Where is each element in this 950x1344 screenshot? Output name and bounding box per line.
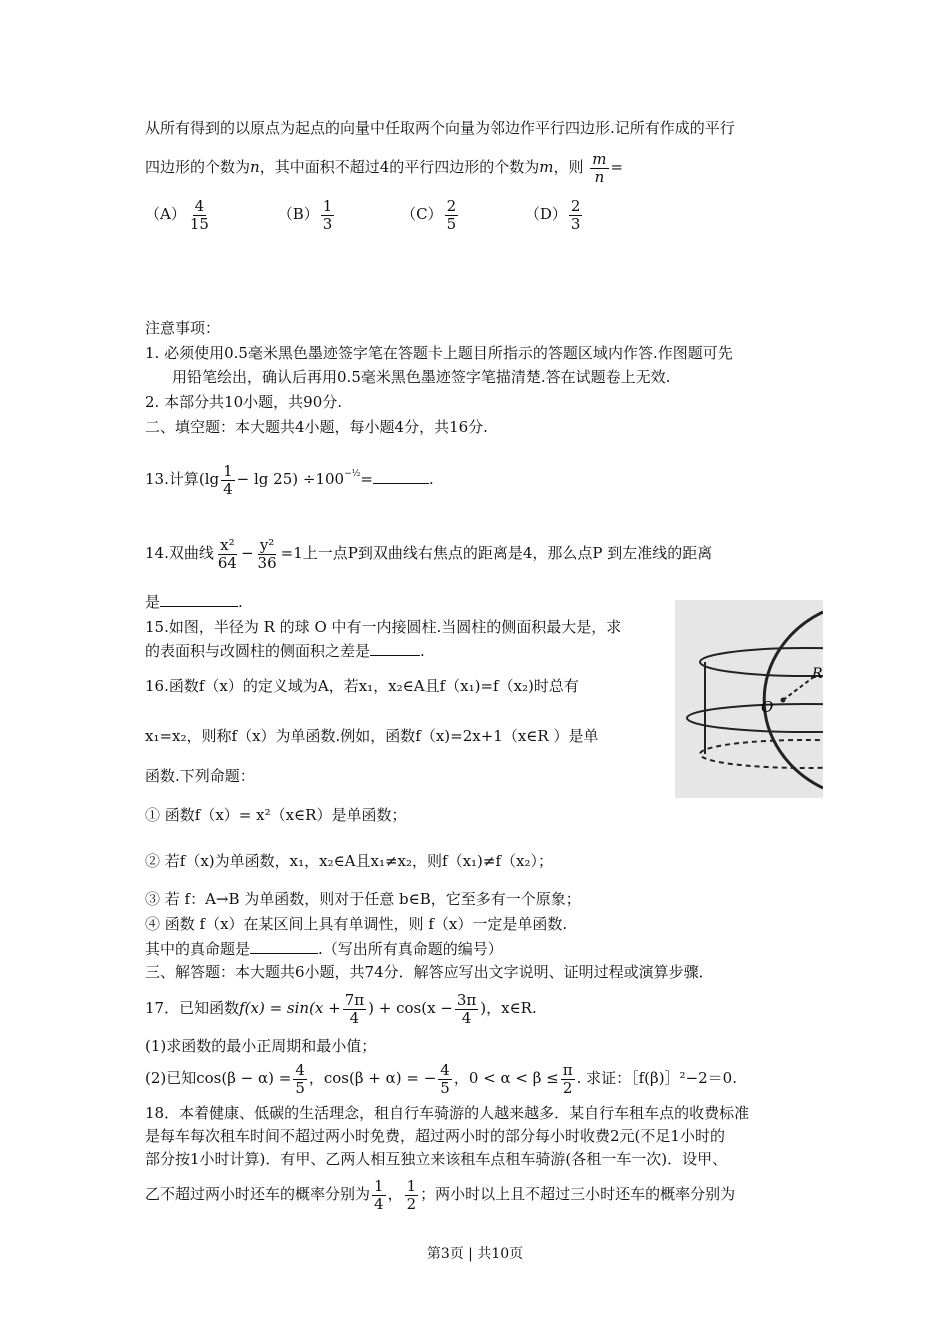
q13: 13.计算(lg $\frac{1}{4}$ − $\lg 25) \div 100^{-\frac{1}{2}}=$ .: [145, 462, 434, 498]
q12-line2: 四边形的个数为n，其中面积不超过4的平行四边形的个数为m，则 $\frac{m}{n}$ =: [145, 150, 624, 186]
q14-answer-blank: [160, 592, 238, 607]
notes-title: 注意事项：: [145, 319, 221, 337]
q17: 17．已知函数f(x) = sin(x + $\frac{7\pi}{4}$ ) + cos(x − $\frac{3\pi}{4}$ )，x∈R.: [145, 991, 537, 1027]
q12-option-a: （A） $\frac{4}{15}$: [145, 197, 209, 233]
q16-line3: 函数.下列命题：: [145, 767, 255, 785]
q15-line1: 15.如图，半径为 R 的球 O 中有一内接圆柱.当圆柱的侧面积最大是，求: [145, 618, 622, 636]
q17-part1: (1)求函数的最小正周期和最小值；: [145, 1037, 377, 1055]
q14-line2: 是 .: [145, 593, 243, 611]
q18-line1: 18．本着健康、低碳的生活理念，租自行车骑游的人越来越多．某自行车租车点的收费标准: [145, 1104, 750, 1122]
q16-item-4: ④ 函数 f（x）在某区间上具有单调性，则 f（x）一定是单函数.: [145, 915, 568, 933]
q12-option-d: （D） $\frac{2}{3}$: [524, 197, 581, 233]
sphere-cylinder-figure: [675, 600, 823, 798]
q12-option-b: （B） $\frac{1}{3}$: [277, 197, 333, 233]
q12-options: [145, 194, 644, 234]
q18-line4: 乙不超过两小时还车的概率分别为 $\frac{1}{4}$ ， $\frac{1}{2}$ ；两小时以上且不超过三小时还车的概率分别为: [145, 1177, 736, 1213]
q18-line2: 是每车每次租车时间不超过两小时免费，超过两小时的部分每小时收费2元(不足1小时的: [145, 1127, 725, 1145]
q15-line2: 的表面积与改圆柱的侧面积之差是 .: [145, 642, 425, 660]
page-footer: 第3页 | 共10页: [426, 1246, 524, 1262]
q16-item-1: ① 函数f（x）= x²（x∈R）是单函数；: [145, 806, 407, 824]
notes-item1: 1. 必须使用0.5毫米黑色墨迹签字笔在答题卡上题目所指示的答题区域内作答.作图题可先: [145, 344, 733, 362]
q12-ratio-fraction: $\frac{m}{n}$: [592, 150, 607, 186]
q16-item-2: ② 若f（x)为单函数，x₁，x₂∈A且x₁≠x₂，则f（x₁)≠f（x₂）；: [145, 852, 553, 870]
q13-answer-blank: [373, 469, 429, 484]
sphere-diagram: [675, 600, 823, 798]
q16-answer-blank: [250, 939, 318, 954]
figure-label-o: O: [761, 698, 774, 716]
q16-line1: 16.函数f（x）的定义域为A，若x₁，x₂∈A且f（x₁)=f（x₂)时总有: [145, 677, 579, 695]
q16-line2: x₁=x₂，则称f（x）为单函数.例如，函数f（x)=2x+1（x∈R ）是单: [145, 727, 599, 745]
q16-item-3: ③ 若 f：A→B 为单函数，则对于任意 b∈B，它至多有一个原象；: [145, 890, 581, 908]
q14: 14.双曲线 $\frac{\text{x²}}{64}$ − $\frac{\text{y²}}{36}$ =1上一点P到双曲线右焦点的距离是4，那么点P 到左准线的距离: [145, 536, 713, 572]
section2-heading: 二、填空题：本大题共4小题，每小题4分，共16分.: [145, 418, 488, 436]
q16-answer: 其中的真命题是 .（写出所有真命题的编号）: [145, 940, 503, 958]
section3-heading: 三、解答题：本大题共6小题，共74分．解答应写出文字说明、证明过程或演算步骤．: [145, 963, 714, 981]
notes-item1-cont: 用铅笔绘出，确认后再用0.5毫米黑色墨迹签字笔描清楚.答在试题卷上无效.: [172, 368, 671, 386]
q17-part2: (2)已知cos(β − α) = $\frac{4}{5}$ ，cos(β + α) = − $\frac{4}{5}$ ，0 < α < β ≤ $\frac{\pi}{2}$ . 求证：［f(β)］²−2＝0.: [145, 1061, 737, 1097]
q15-answer-blank: [370, 641, 420, 656]
notes-item2: 2. 本部分共10小题，共90分.: [145, 393, 343, 411]
figure-label-r: R: [812, 666, 823, 682]
q12-option-c: （C） $\frac{2}{5}$: [401, 197, 457, 233]
q18-line3: 部分按1小时计算)．有甲、乙两人相互独立来该租车点租车骑游(各租一车一次)．设甲、: [145, 1150, 728, 1168]
q12-line1: 从所有得到的以原点为起点的向量中任取两个向量为邻边作平行四边形.记所有作成的平行: [145, 119, 735, 137]
